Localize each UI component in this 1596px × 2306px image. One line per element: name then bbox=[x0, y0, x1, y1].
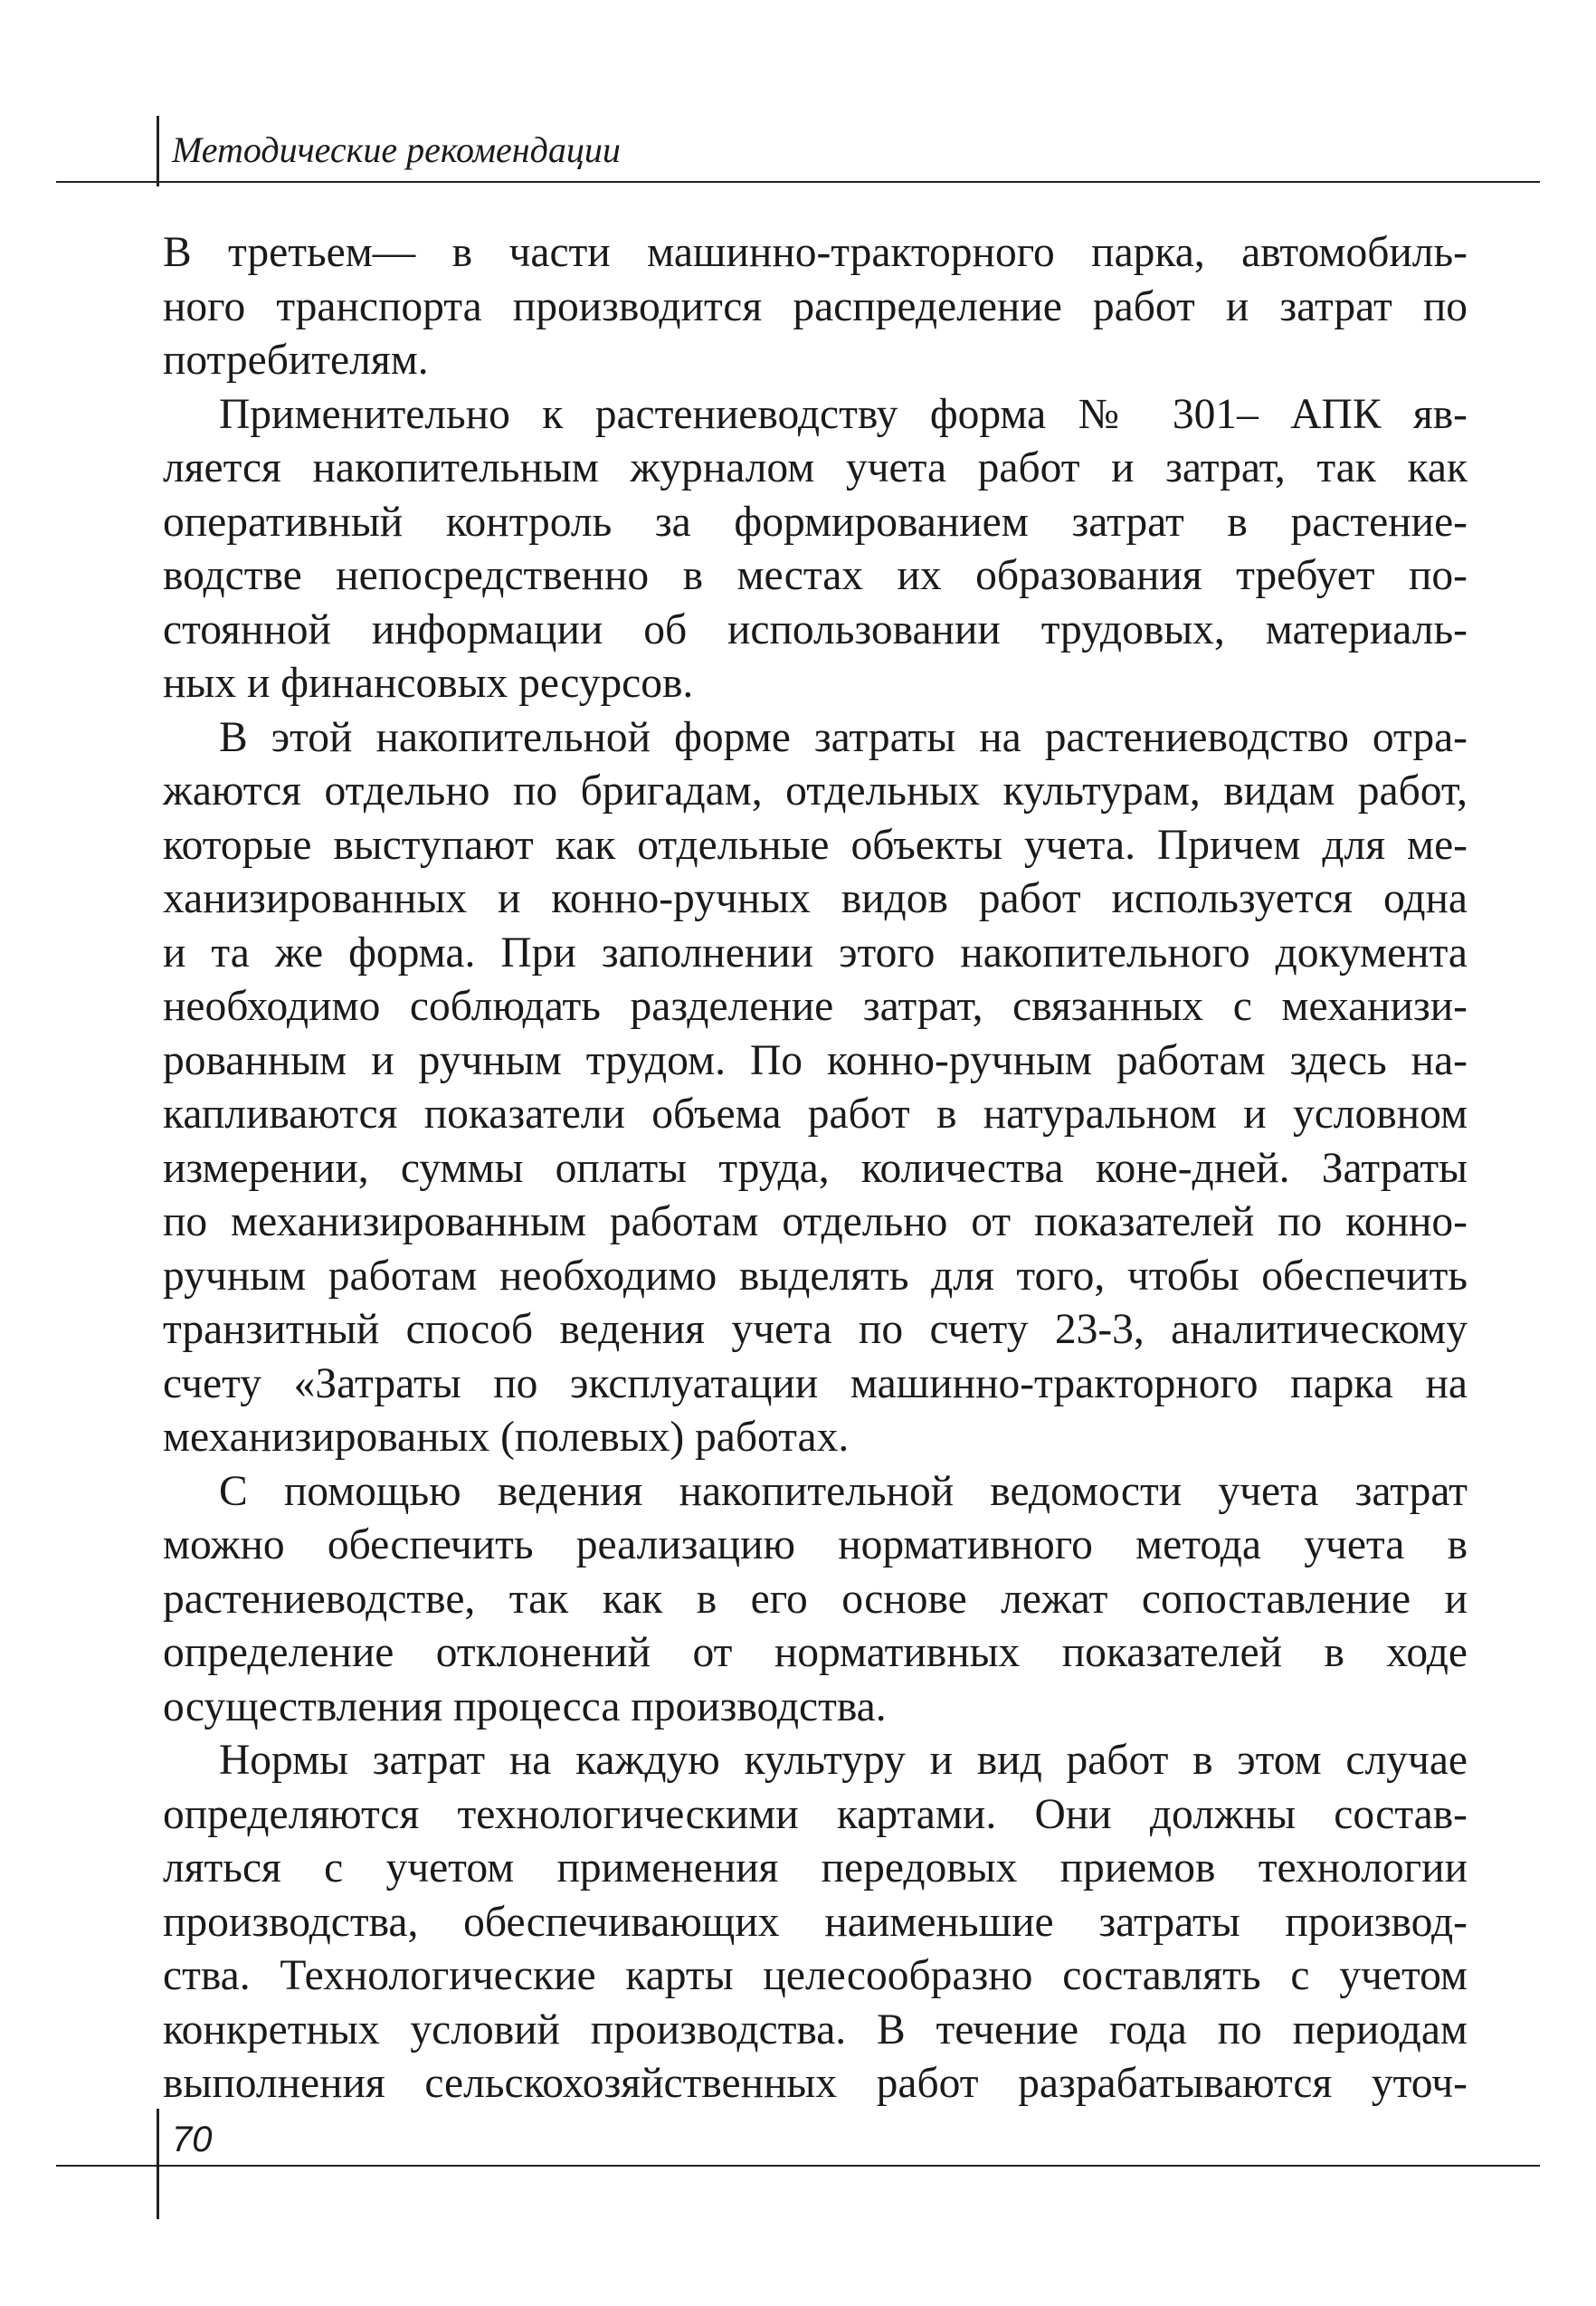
page-number: 70 bbox=[172, 2120, 213, 2159]
text-line: рованным и ручным трудом. По конно-ручным работам здесь на- bbox=[163, 1036, 1468, 1084]
text-line: ства. Технологические карты целесообразно составлять с учетом bbox=[163, 1952, 1468, 1999]
text-line: Нормы затрат на каждую культуру и вид работ в этом случае bbox=[219, 1737, 1468, 1784]
text-line: конкретных условий производства. В течение года по периодам bbox=[163, 2006, 1468, 2053]
text-line: измерении, суммы оплаты труда, количества коне-дней. Затраты bbox=[163, 1144, 1468, 1192]
text-line: счету «Затраты по эксплуатации машинно-тракторного парка на bbox=[163, 1359, 1468, 1407]
running-header-title: Методические рекомендации bbox=[172, 129, 621, 170]
text-line: ного транспорта производится распределение работ и затрат по bbox=[163, 282, 1468, 330]
footer-vertical-rule bbox=[157, 2109, 159, 2219]
text-line: которые выступают как отдельные объекты учета. Причем для ме- bbox=[163, 821, 1468, 869]
paragraph-3 bbox=[163, 711, 1468, 1465]
header-horizontal-rule bbox=[56, 181, 1540, 183]
text-line: ручным работам необходимо выделять для того, чтобы обеспечить bbox=[163, 1252, 1468, 1300]
text-line: стоянной информации об использовании трудовых, материаль- bbox=[163, 605, 1468, 653]
paragraph-4 bbox=[163, 1465, 1468, 1735]
text-line: В третьем— в части машинно-тракторного парка, автомобиль- bbox=[163, 229, 1468, 276]
text-line: водстве непосредственно в местах их образования требует по- bbox=[163, 552, 1468, 599]
header-vertical-rule bbox=[157, 116, 159, 186]
text-line: ных и финансовых ресурсов. bbox=[163, 660, 694, 707]
text-line: определяются технологическими картами. Они должны состав- bbox=[163, 1790, 1468, 1838]
text-line: механизированых (полевых) работах. bbox=[163, 1414, 850, 1461]
text-line: необходимо соблюдать разделение затрат, связанных с механизи- bbox=[163, 983, 1468, 1030]
text-line: С помощью ведения накопительной ведомости учета затрат bbox=[219, 1467, 1468, 1515]
text-line: растениеводстве, так как в его основе лежат сопоставление и bbox=[163, 1575, 1468, 1623]
text-line: Применительно к растениеводству форма № 301– АПК яв- bbox=[219, 390, 1468, 438]
text-line: выполнения сельскохозяйственных работ разрабатываются уточ- bbox=[163, 2060, 1468, 2107]
paragraph-1 bbox=[163, 226, 1468, 388]
text-line: оперативный контроль за формированием затрат в растение- bbox=[163, 498, 1468, 546]
paragraph-5 bbox=[163, 1734, 1468, 2111]
text-line: капливаются показатели объема работ в натуральном и условном bbox=[163, 1091, 1468, 1138]
text-line: производства, обеспечивающих наименьшие затраты производ- bbox=[163, 1898, 1468, 1946]
text-line: транзитный способ ведения учета по счету 23-3, аналитическому bbox=[163, 1306, 1468, 1353]
text-line: ляется накопительным журналом учета работ и затрат, так как bbox=[163, 444, 1468, 491]
text-line: по механизированным работам отдельно от показателей по конно- bbox=[163, 1198, 1468, 1245]
text-line: определение отклонений от нормативных показателей в ходе bbox=[163, 1629, 1468, 1676]
footer-horizontal-rule bbox=[56, 2165, 1540, 2167]
text-line: В этой накопительной форме затраты на растениеводство отра- bbox=[219, 713, 1468, 761]
text-line: ханизированных и конно-ручных видов работ используется одна bbox=[163, 875, 1468, 922]
text-line: потребителям. bbox=[163, 337, 429, 384]
text-line: осуществления процесса производства. bbox=[163, 1682, 887, 1730]
text-line: можно обеспечить реализацию нормативного метода учета в bbox=[163, 1521, 1468, 1568]
paragraph-2 bbox=[163, 388, 1468, 711]
text-line: и та же форма. При заполнении этого накопительного документа bbox=[163, 929, 1468, 977]
body-text bbox=[163, 226, 1468, 2111]
text-line: жаются отдельно по бригадам, отдельных культурам, видам работ, bbox=[163, 767, 1468, 815]
text-line: ляться с учетом применения передовых приемов технологии bbox=[163, 1844, 1468, 1891]
